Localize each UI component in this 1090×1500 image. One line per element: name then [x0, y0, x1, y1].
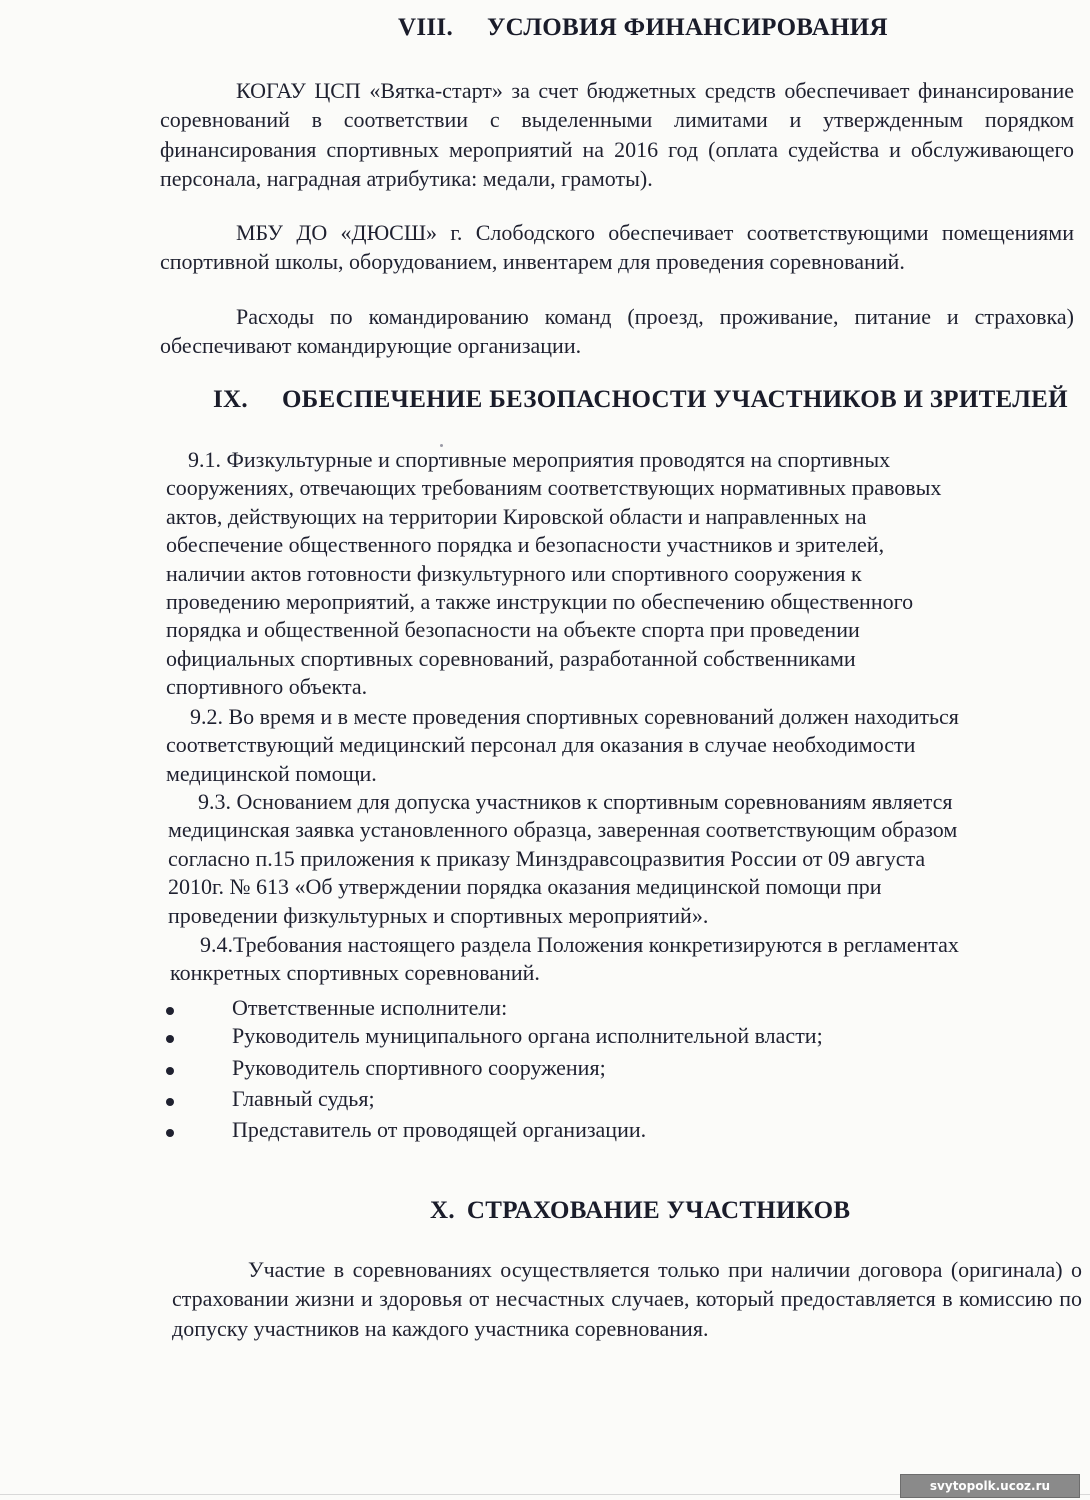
section-9-heading [213, 386, 1068, 414]
paragraph-9-2-line: 9.2. Во время и в месте проведения спортивных соревнований должен находиться [190, 704, 959, 729]
paragraph-9-1-line: наличии актов готовности физкультурного или спортивного сооружения к [166, 560, 862, 586]
section-10-title: СТРАХОВАНИЕ УЧАСТНИКОВ [466, 1197, 851, 1224]
paragraph-9-1 [166, 446, 1076, 702]
bullet-icon [166, 1007, 174, 1015]
section-8-paragraph-1: КОГАУ ЦСП «Вятка-старт» за счет бюджетных средств обеспечивает финансирование соревнований в соответствии с выделенными лимитами и утвержденным порядком финансирования спортивных мероприятий на 2016 год (оплата судейства и обслуживающего персонала, наградная атрибутика: медали, грамоты). [160, 78, 1074, 191]
paragraph-9-1-line: актов, действующих на территории Кировской области и направленных на [166, 503, 867, 529]
paragraph-9-1-line: проведению мероприятий, а также инструкции по обеспечению общественного [166, 589, 914, 615]
bullet-icon [166, 1129, 174, 1137]
paragraph-9-4-line: конкретных спортивных соревнований. [170, 960, 540, 986]
paragraph-9-4 [170, 931, 1080, 988]
paragraph-9-1-line: официальных спортивных соревнований, разработанной собственниками [166, 645, 856, 671]
paragraph-9-1-line: 9.1. Физкультурные и спортивные мероприятия проводятся на спортивных [188, 447, 891, 472]
paragraph-9-4-line: 9.4.Требования настоящего раздела Положения конкретизируются в регламентах [200, 932, 959, 957]
paragraph-9-1-line: спортивного объекта. [166, 674, 368, 700]
section-8-heading [398, 14, 888, 42]
paragraph-9-3-line: согласно п.15 приложения к приказу Минздравсоцразвития России от 09 августа [168, 845, 926, 871]
paragraph-9-1-line: обеспечение общественного порядка и безопасности участников и зрителей, [166, 532, 885, 558]
bullet-icon [166, 1035, 174, 1043]
section-9-number: IX. [213, 386, 248, 413]
list-item-text: Представитель от проводящей организации. [232, 1117, 647, 1142]
paragraph-9-2-line: соответствующий медицинский персонал для оказания в случае необходимости [166, 732, 916, 758]
paragraph-9-1-line: сооружениях, отвечающих требованиям соответствующих нормативных правовых [166, 475, 942, 501]
watermark: svytopolk.ucoz.ru [900, 1474, 1080, 1498]
section-9-title: ОБЕСПЕЧЕНИЕ БЕЗОПАСНОСТИ УЧАСТНИКОВ И ЗРИТЕЛЕЙ [281, 386, 1068, 413]
paragraph-9-2-line: медицинской помощи. [166, 760, 377, 786]
section-10-paragraph-1: Участие в соревнованиях осуществляется только при наличии договора (оригинала) о страховании жизни и здоровья от несчастных случаев, который предоставляется в комиссию по допуску участников на каждого участника соревнования. [172, 1257, 1082, 1341]
paragraph-9-3-line: 9.3. Основанием для допуска участников к спортивным соревнованиям является [198, 789, 953, 814]
section-8-number: VIII. [398, 14, 453, 41]
paragraph-9-3 [168, 788, 1078, 930]
bullet-icon [166, 1098, 174, 1106]
paragraph-9-3-line: медицинская заявка установленного образца, заверенная соответствующим образом [168, 817, 958, 843]
section-10-heading [430, 1197, 850, 1225]
section-8-paragraph-3: Расходы по командированию команд (проезд, проживание, питание и страховка) обеспечивают командирующие организации. [160, 304, 1074, 359]
section-8-title: УСЛОВИЯ ФИНАНСИРОВАНИЯ [487, 14, 888, 41]
section-8-paragraph-2: МБУ ДО «ДЮСШ» г. Слободского обеспечивает соответствующими помещениями спортивной школы, оборудованием, инвентарем для проведения соревнований. [160, 220, 1074, 275]
list-item-text: Главный судья; [232, 1086, 375, 1111]
paragraph-9-3-line: проведении физкультурных и спортивных мероприятий». [168, 902, 709, 928]
paragraph-9-3-line: 2010г. № 613 «Об утверждении порядка оказания медицинской помощи при [168, 874, 882, 900]
paragraph-9-1-line: порядка и общественной безопасности на объекте спорта при проведении [166, 617, 860, 643]
list-item-text: Руководитель спортивного сооружения; [232, 1055, 606, 1080]
list-item-text: Руководитель муниципального органа исполнительной власти; [232, 1023, 823, 1048]
section-10-number: X. [430, 1197, 455, 1224]
list-item-text: Ответственные исполнители: [232, 995, 508, 1020]
bullet-icon [166, 1067, 174, 1075]
paragraph-9-2 [166, 703, 1076, 788]
